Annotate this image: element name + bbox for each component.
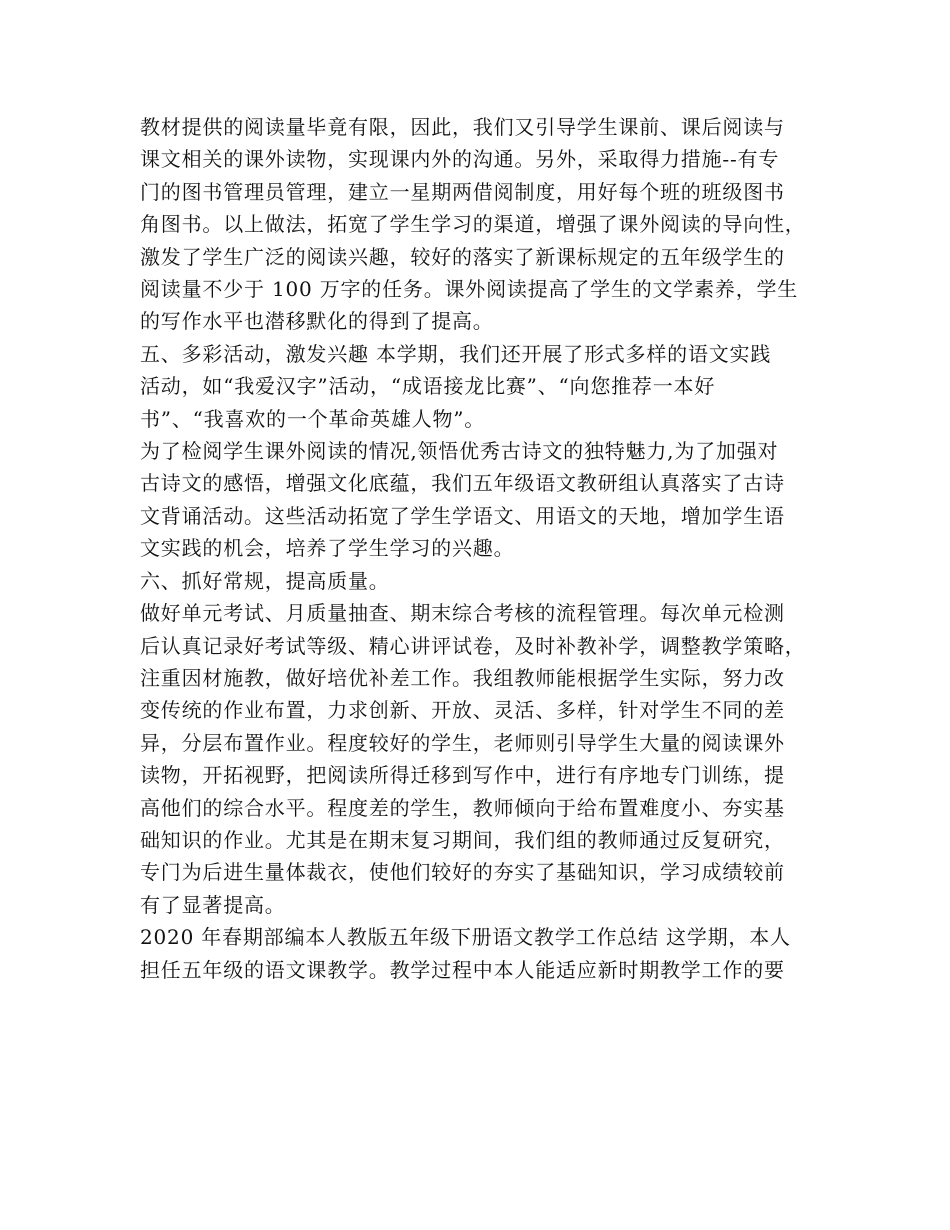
text-line: 读物，开拓视野，把阅读所得迁移到写作中，进行有序地专门训练，提: [140, 763, 785, 788]
text-line: 阅读量不少于 100 万字的任务。课外阅读提高了学生的文学素养，学生: [140, 277, 799, 302]
text-line: 活动，如“我爱汉字”活动，“成语接龙比赛”、“向您推荐一本好: [140, 374, 716, 399]
text-line: 专门为后进生量体裁衣，使他们较好的夯实了基础知识，学习成绩较前: [140, 860, 785, 885]
text-line: 文背诵活动。这些活动拓宽了学生学语文、用语文的天地，增加学生语: [140, 503, 785, 528]
text-line: 变传统的作业布置，力求创新、开放、灵活、多样，针对学生不同的差: [140, 698, 785, 723]
text-line: 异，分层布置作业。程度较好的学生，老师则引导学生大量的阅读课外: [140, 730, 785, 755]
text-line: 2020 年春期部编本人教版五年级下册语文教学工作总结 这学期，本人: [140, 925, 791, 950]
section-heading-six: 六、抓好常规，提高质量。: [140, 568, 390, 593]
text-line: 为了检阅学生课外阅读的情况,领悟优秀古诗文的独特魅力,为了加强对: [140, 439, 779, 464]
text-line: 注重因材施教，做好培优补差工作。我组教师能根据学生实际，努力改: [140, 665, 785, 690]
text-line: 高他们的综合水平。程度差的学生，教师倾向于给布置难度小、夯实基: [140, 795, 785, 820]
text-line: 书”、“我喜欢的一个革命英雄人物”。: [140, 406, 486, 431]
text-line: 角图书。以上做法，拓宽了学生学习的渠道，增强了课外阅读的导向性，: [140, 212, 806, 237]
text-line: 古诗文的感悟，增强文化底蕴，我们五年级语文教研组认真落实了古诗: [140, 471, 785, 496]
text-line: 文实践的机会，培养了学生学习的兴趣。: [140, 536, 515, 561]
text-line: 的写作水平也潜移默化的得到了提高。: [140, 309, 494, 334]
text-line: 础知识的作业。尤其是在期末复习期间，我们组的教师通过反复研究，: [140, 827, 785, 852]
text-line: 课文相关的课外读物，实现课内外的沟通。另外，采取得力措施--有专: [140, 147, 780, 172]
text-line: 激发了学生广泛的阅读兴趣，较好的落实了新课标规定的五年级学生的: [140, 244, 785, 269]
body-text: [140, 111, 830, 986]
section-heading-five: 五、多彩活动，激发兴趣 本学期，我们还开展了形式多样的语文实践: [140, 341, 772, 366]
text-line: 做好单元考试、月质量抽查、期末综合考核的流程管理。每次单元检测: [140, 601, 785, 626]
text-line: 担任五年级的语文课教学。教学过程中本人能适应新时期教学工作的要: [140, 957, 785, 982]
text-line: 门的图书管理员管理，建立一星期两借阅制度，用好每个班的班级图书: [140, 179, 785, 204]
text-line: 有了显著提高。: [140, 892, 286, 917]
text-line: 后认真记录好考试等级、精心讲评试卷，及时补教补学，调整教学策略，: [140, 633, 806, 658]
text-line: 教材提供的阅读量毕竟有限，因此，我们又引导学生课前、课后阅读与: [140, 115, 785, 139]
